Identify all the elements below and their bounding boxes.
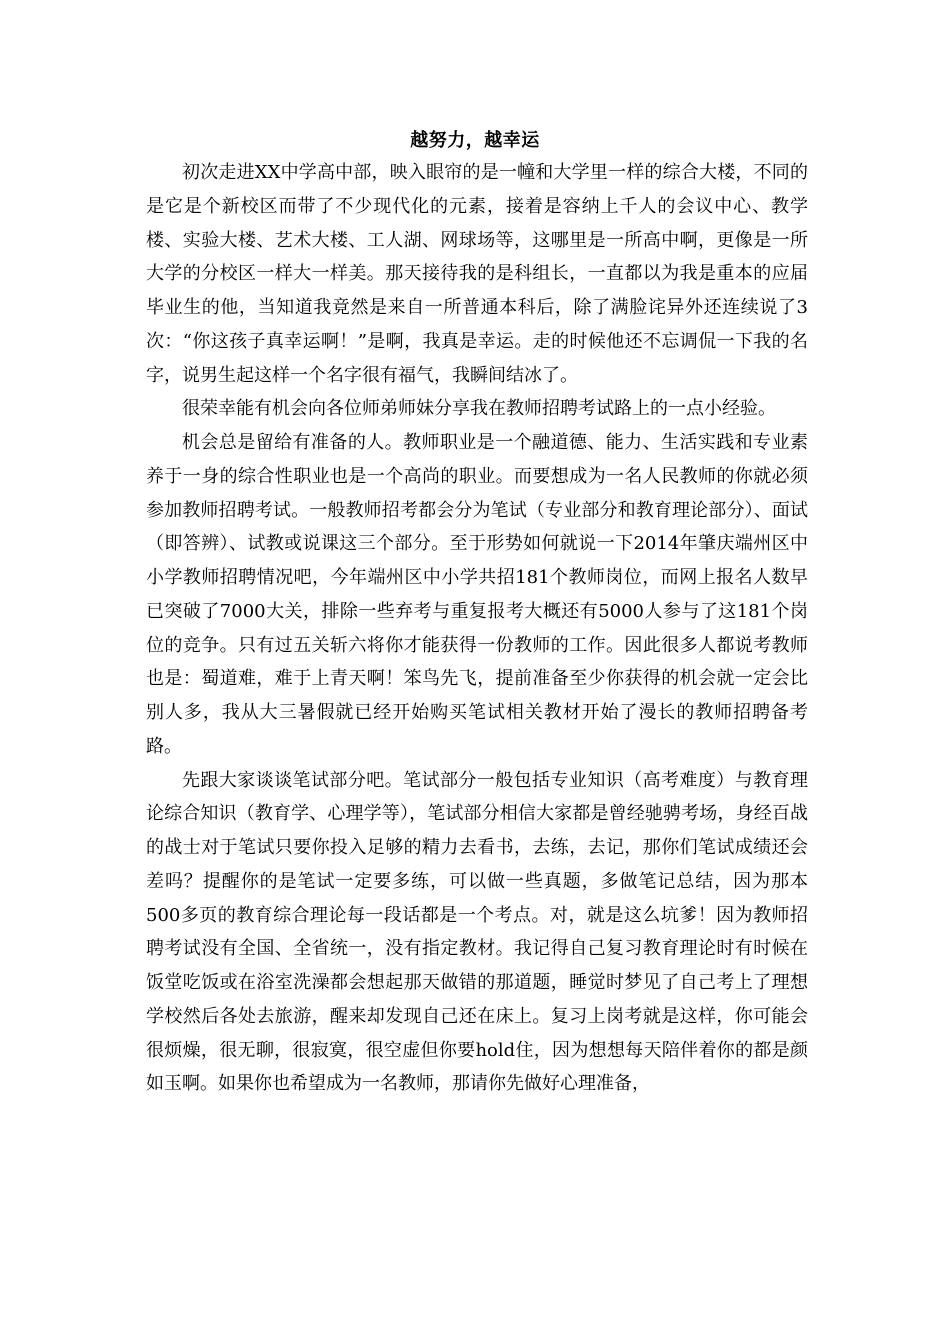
document-title: 越努力，越幸运 (410, 130, 540, 151)
paragraph-1: 初次走进XX中学高中部，映入眼帘的是一幢和大学里一样的综合大楼，不同的是它是个新校区而带了不少现代化的元素，接着是容纳上千人的会议中心、教学楼、实验大楼、艺术大楼、工人湖、网球场等，这哪里是一所高中啊，更像是一所大学的分校区一样大一样美。那天接待我的是科组长，一直都以为我是重本的应届毕业生的他，当知道我竟然是来自一所普通本科后，除了满脸诧异外还连续说了3次：“你这孩子真幸运啊！”是啊，我真是幸运。走的时候他还不忘调侃一下我的名字，说男生起这样一个名字很有福气，我瞬间结冰了。 (146, 162, 808, 386)
paragraph-4: 先跟大家谈谈笔试部分吧。笔试部分一般包括专业知识（高考难度）与教育理论综合知识（教育学、心理学等），笔试部分相信大家都是曾经驰骋考场，身经百战的战士对于笔试只要你投入足够的精力去看书，去练，去记，那你们笔试成绩还会差吗？提醒你的是笔试一定要多练，可以做一些真题，多做笔记总结，因为那本500多页的教育综合理论每一段话都是一个考点。对，就是这么坑爹！因为教师招聘考试没有全国、全省统一，没有指定教材。我记得自己复习教育理论时有时候在饭堂吃饭或在浴室洗澡都会想起那天做错的那道题，睡觉时梦见了自己考上了理想学校然后各处去旅游，醒来却发现自己还在床上。复习上岗考就是这样，你可能会很烦燥，很无聊，很寂寞，很空虚但你要hold住，因为想想每天陪伴着你的都是颜如玉啊。如果你也希望成为一名教师，那请你先做好心理准备， (146, 769, 808, 1095)
paragraph-3: 机会总是留给有准备的人。教师职业是一个融道德、能力、生活实践和专业素养于一身的综合性职业也是一个高尚的职业。而要想成为一名人民教师的你就必须参加教师招聘考试。一般教师招考都会分为笔试（专业部分和教育理论部分）、面试（即答辨）、试教或说课这三个部分。至于形势如何就说一下2014年肇庆端州区中小学教师招聘情况吧，今年端州区中小学共招181个教师岗位，而网上报名人数早已突破了7000大关，排除一些弃考与重复报考大概还有5000人参与了这181个岗位的竞争。只有过五关斩六将你才能获得一份教师的工作。因此很多人都说考教师也是：蜀道难，难于上青天啊！笨鸟先飞，提前准备至少你获得的机会就一定会比别人多，我从大三暑假就已经开始购买笔试相关教材开始了漫长的教师招聘备考路。 (146, 432, 808, 757)
document-body (146, 156, 808, 1101)
paragraph-2: 很荣幸能有机会向各位师弟师妹分享我在教师招聘考试路上的一点小经验。 (182, 398, 776, 420)
